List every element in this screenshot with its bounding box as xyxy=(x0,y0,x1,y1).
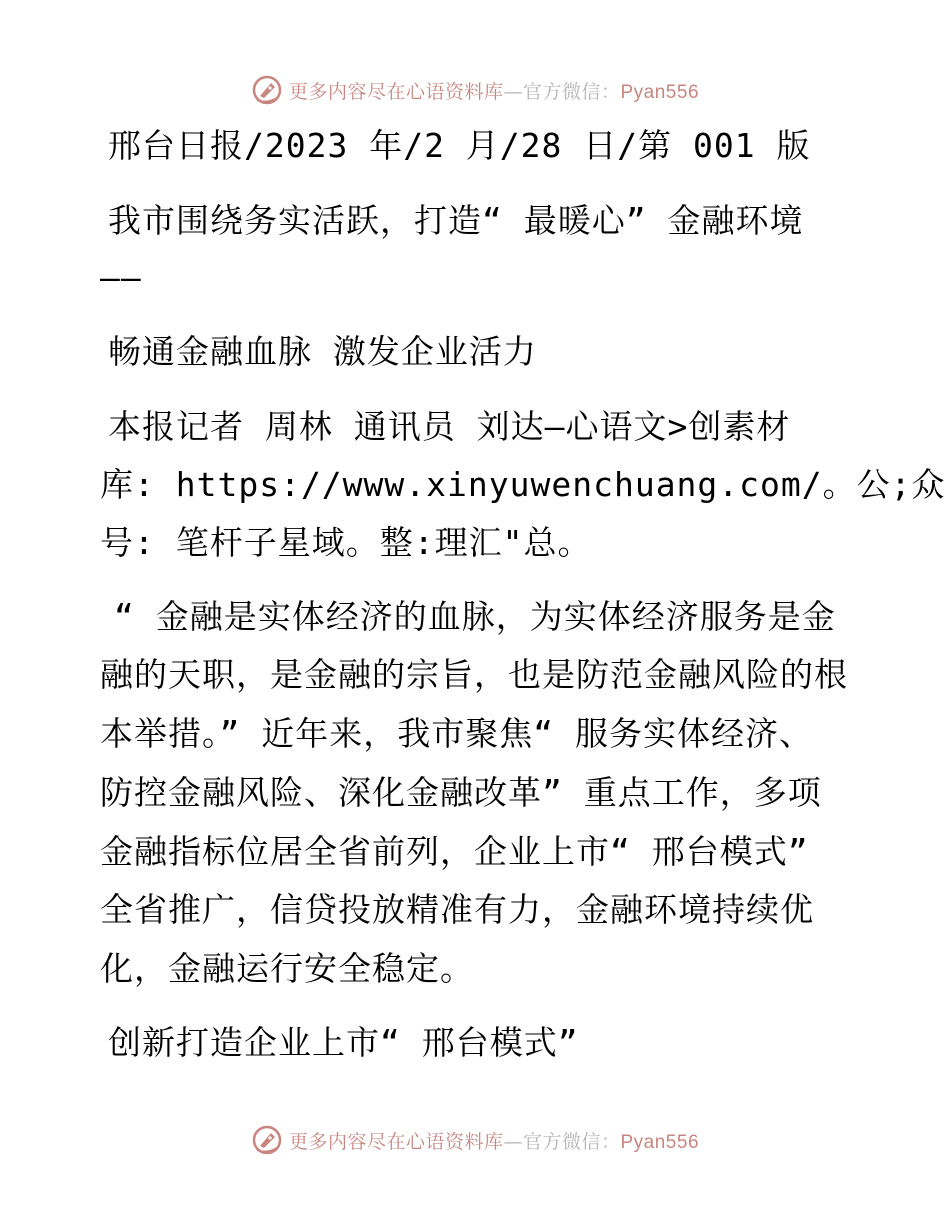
watermark-header xyxy=(0,70,950,110)
paragraph-line: 全省推广，信贷投放精准有力，金融环境持续优 xyxy=(100,890,814,929)
watermark-footer xyxy=(0,1120,950,1160)
paragraph-line: 防控金融风险、深化金融改革” 重点工作，多项 xyxy=(100,773,822,812)
headline: 我市围绕务实活跃，打造“ 最暖心” 金融环境 xyxy=(108,201,804,240)
byline-line-1: 本报记者 周林 通讯员 刘达—心语文>创素材 xyxy=(108,407,791,446)
paragraph-line: 金融指标位居全省前列，企业上市“ 邢台模式” xyxy=(100,832,809,871)
pen-nib-logo-icon xyxy=(251,74,283,106)
paragraph-line: “ 金融是实体经济的血脉，为实体经济服务是金 xyxy=(114,597,836,636)
paragraph-line: 融的天职，是金融的宗旨，也是防范金融风险的根 xyxy=(100,655,848,694)
dateline: 邢台日报/2023 年/2 月/28 日/第 001 版 xyxy=(108,126,811,165)
paragraph-line: 化，金融运行安全稳定。 xyxy=(100,949,474,988)
section-heading: 创新打造企业上市“ 邢台模式” xyxy=(108,1023,579,1062)
pen-nib-logo-icon xyxy=(251,1124,283,1156)
byline-line-2: 库: https://www.xinyuwenchuang.com/。公;众 xyxy=(100,465,946,504)
watermark-text: 更多内容尽在心语资料库—官方微信：Pyan556 xyxy=(288,1130,700,1153)
subheadline: 畅通金融血脉 激发企业活力 xyxy=(108,332,537,371)
watermark-text: 更多内容尽在心语资料库—官方微信：Pyan556 xyxy=(288,80,700,103)
byline-line-3: 号: 笔杆子星域。整:理汇"总。 xyxy=(100,523,592,562)
headline-dash: —— xyxy=(100,258,142,297)
paragraph-line: 本举措。” 近年来，我市聚焦“ 服务实体经济、 xyxy=(100,714,813,753)
